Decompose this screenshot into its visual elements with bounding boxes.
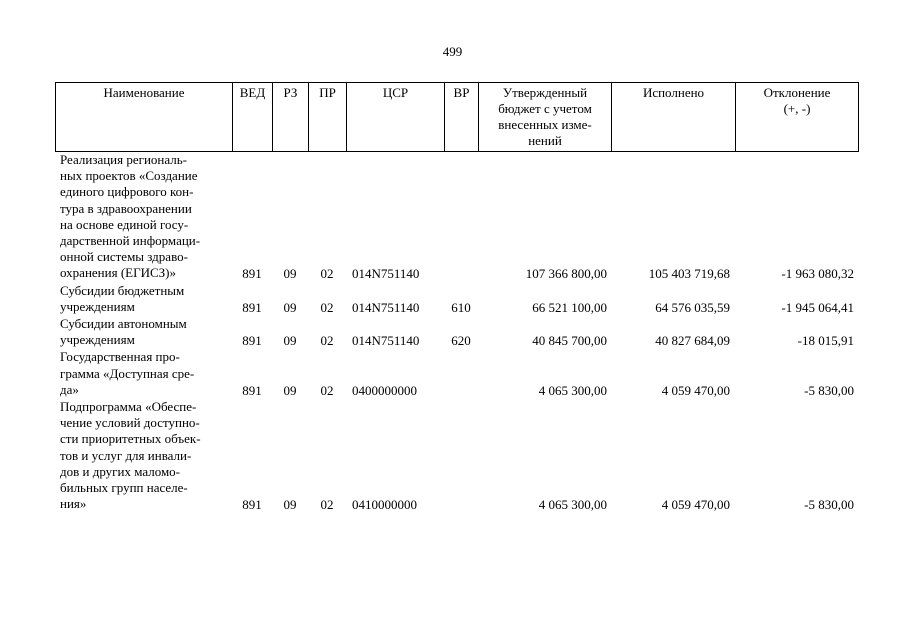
cell-vr: 620: [451, 333, 471, 349]
col-header-approved-line: нений: [528, 133, 562, 148]
row-name-line: охранения (ЕГИСЗ)»: [60, 265, 177, 281]
table-row: [55, 316, 858, 349]
cell-executed: 4 059 470,00: [661, 497, 730, 513]
col-header-deviation-line: Отклонение: [763, 85, 831, 100]
cell-pr: 02: [320, 299, 334, 315]
cell-executed: 105 403 719,68: [648, 266, 730, 282]
budget-table: [55, 152, 858, 513]
row-name-line: учреждениям: [60, 332, 135, 348]
cell-vr: [444, 349, 478, 399]
row-name: [55, 399, 232, 513]
table-row: [55, 349, 858, 399]
row-name-line: да»: [60, 381, 79, 397]
col-header-vr: ВР: [445, 83, 479, 152]
row-name: [55, 349, 232, 399]
col-header-ved: ВЕД: [233, 83, 273, 152]
col-header-csr: ЦСР: [347, 83, 445, 152]
cell-csr: 014N751140: [352, 299, 420, 315]
cell-vr: [444, 399, 478, 513]
row-name-line: Реализация региональ-: [60, 152, 188, 167]
cell-deviation: -1 963 080,32: [781, 266, 854, 282]
cell-ved: 891: [242, 382, 262, 398]
cell-ved: 891: [242, 497, 262, 513]
cell-ved: 891: [242, 266, 262, 282]
cell-vr: [444, 152, 478, 283]
table-row: [55, 283, 858, 316]
row-name-line: учреждениям: [60, 298, 135, 314]
cell-rz: 09: [283, 333, 297, 349]
col-header-pr: ПР: [309, 83, 347, 152]
cell-deviation: -5 830,00: [804, 497, 854, 513]
table-row: [55, 152, 858, 283]
col-header-deviation: [736, 83, 859, 152]
cell-rz: 09: [283, 382, 297, 398]
cell-deviation: -18 015,91: [797, 333, 854, 349]
cell-vr: 610: [451, 299, 471, 315]
cell-approved: 66 521 100,00: [532, 299, 607, 315]
cell-csr: 014N751140: [352, 266, 420, 282]
cell-pr: 02: [320, 333, 334, 349]
cell-pr: 02: [320, 266, 334, 282]
cell-ved: 891: [242, 299, 262, 315]
row-name: [55, 316, 232, 349]
cell-deviation: -1 945 064,41: [781, 299, 854, 315]
row-name: [55, 283, 232, 316]
row-name-line: сти приоритетных объек-: [60, 431, 201, 447]
col-header-name: Наименование: [56, 83, 233, 152]
cell-csr: 014N751140: [352, 333, 420, 349]
cell-csr: 0410000000: [352, 497, 417, 513]
row-name-line: бильных групп населе-: [60, 480, 188, 496]
col-header-approved: [479, 83, 612, 152]
row-name-line: на основе единой госу-: [60, 216, 189, 232]
row-name-line: ных проектов «Создание: [60, 168, 198, 184]
cell-approved: 40 845 700,00: [532, 333, 607, 349]
row-name-line: дарственной информаци-: [60, 233, 201, 249]
cell-rz: 09: [283, 266, 297, 282]
cell-rz: 09: [283, 299, 297, 315]
page-number: 499: [442, 44, 463, 59]
row-name-line: ния»: [60, 496, 87, 512]
cell-approved: 107 366 800,00: [525, 266, 607, 282]
col-header-approved-line: Утвержденный: [502, 85, 588, 100]
cell-executed: 64 576 035,59: [655, 299, 730, 315]
col-header-executed: Исполнено: [612, 83, 736, 152]
row-name-line: тура в здравоохранении: [60, 200, 192, 216]
row-name-line: Подпрограмма «Обеспе-: [60, 399, 197, 415]
row-name-line: Государственная про-: [60, 349, 180, 365]
col-header-deviation-line: (+, -): [783, 101, 811, 116]
cell-executed: 4 059 470,00: [661, 382, 730, 398]
row-name-line: единого цифрового кон-: [60, 184, 194, 200]
cell-pr: 02: [320, 382, 334, 398]
cell-deviation: -5 830,00: [804, 382, 854, 398]
col-header-approved-line: бюджет с учетом: [498, 101, 592, 116]
cell-csr: 0400000000: [352, 382, 417, 398]
cell-rz: 09: [283, 497, 297, 513]
cell-approved: 4 065 300,00: [538, 497, 607, 513]
cell-approved: 4 065 300,00: [538, 382, 607, 398]
row-name-line: Субсидии бюджетным: [60, 282, 185, 298]
row-name: [55, 152, 232, 283]
col-header-approved-line: внесенных изме-: [498, 117, 592, 132]
col-header-rz: РЗ: [273, 83, 309, 152]
table-header: [55, 82, 859, 152]
table-row: [55, 399, 858, 513]
row-name-line: грамма «Доступная сре-: [60, 365, 195, 381]
row-name-line: дов и других маломо-: [60, 463, 181, 479]
cell-executed: 40 827 684,09: [655, 333, 730, 349]
cell-pr: 02: [320, 497, 334, 513]
cell-ved: 891: [242, 333, 262, 349]
row-name-line: Субсидии автономным: [60, 316, 187, 332]
row-name-line: чение условий доступно-: [60, 415, 200, 431]
row-name-line: онной системы здраво-: [60, 249, 188, 265]
row-name-line: тов и услуг для инвали-: [60, 447, 192, 463]
